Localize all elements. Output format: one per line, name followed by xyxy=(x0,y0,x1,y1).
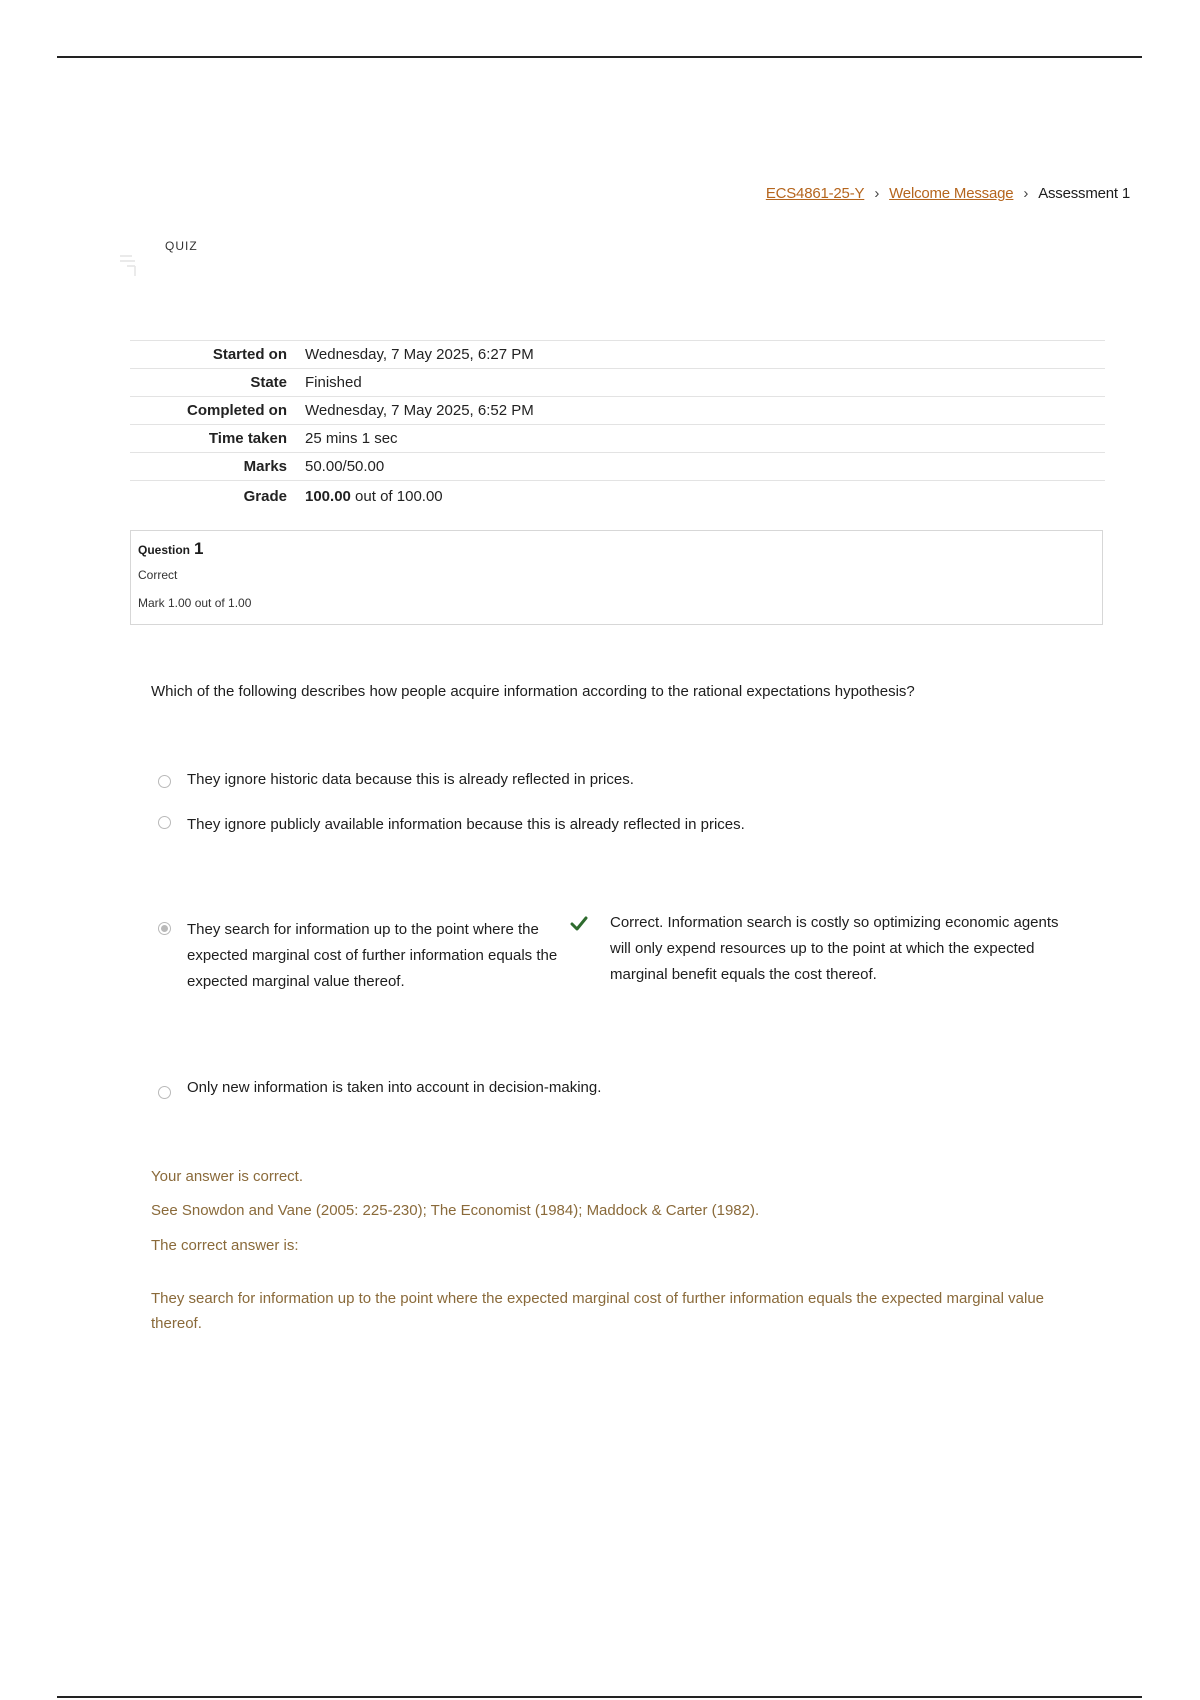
answer-option[interactable] xyxy=(158,771,634,788)
option-feedback: Correct. Information search is costly so optimizing economic agents will only expend resources up to the point at which the expected marginal benefit equals the cost thereof. xyxy=(610,914,1059,983)
summary-row xyxy=(130,481,1105,512)
chevron-right-icon: › xyxy=(874,185,880,202)
summary-row xyxy=(130,369,1105,397)
summary-row xyxy=(130,397,1105,425)
check-icon xyxy=(570,916,588,932)
radio-button[interactable] xyxy=(158,775,171,788)
quiz-type-label: QUIZ xyxy=(165,239,198,253)
grade-value: 100.00 xyxy=(305,487,351,505)
answer-option-label: Only new information is taken into account in decision-making. xyxy=(187,1079,602,1096)
chevron-right-icon: › xyxy=(1023,185,1029,202)
question-info-box xyxy=(130,530,1103,625)
summary-label: Completed on xyxy=(130,397,305,425)
summary-value: Wednesday, 7 May 2025, 6:27 PM xyxy=(305,341,1105,369)
summary-row xyxy=(130,425,1105,453)
summary-label: State xyxy=(130,369,305,397)
question-state: Correct xyxy=(138,568,178,582)
summary-value: 25 mins 1 sec xyxy=(305,425,1105,453)
summary-label: Marks xyxy=(130,453,305,481)
outcome-correct-answer: They search for information up to the point where the expected marginal cost of further information equals the expected marginal value thereof. xyxy=(151,1290,1044,1332)
summary-label: Grade xyxy=(130,481,305,512)
page-bottom-rule xyxy=(57,1696,1142,1698)
answer-option-label: They ignore publicly available information because this is already reflected in prices. xyxy=(187,816,745,833)
question-mark: Mark 1.00 out of 1.00 xyxy=(138,596,252,610)
breadcrumb-course-link[interactable]: ECS4861-25-Y xyxy=(765,185,865,202)
question-number xyxy=(138,539,1095,559)
question-text: Which of the following describes how people acquire information according to the rational expectations hypothesis? xyxy=(151,683,915,700)
summary-value: Finished xyxy=(305,369,1105,397)
radio-button[interactable] xyxy=(158,1086,171,1099)
grade-out-of: out of 100.00 xyxy=(350,487,443,505)
answer-option-label: They ignore historic data because this is already reflected in prices. xyxy=(187,771,634,788)
answer-option-label: They search for information up to the point where the expected marginal cost of further information equals the expected marginal value thereof. xyxy=(187,921,558,990)
answer-option-selected[interactable] xyxy=(158,920,562,998)
radio-button[interactable] xyxy=(158,816,171,829)
outcome-reference: See Snowdon and Vane (2005: 225-230); The Economist (1984); Maddock & Carter (1982). xyxy=(151,1202,760,1219)
summary-value: Wednesday, 7 May 2025, 6:52 PM xyxy=(305,397,1105,425)
answer-option[interactable] xyxy=(158,816,745,833)
breadcrumb-section-link[interactable]: Welcome Message xyxy=(889,185,1014,202)
summary-label: Time taken xyxy=(130,425,305,453)
answer-option[interactable] xyxy=(158,1079,601,1096)
outcome-verdict: Your answer is correct. xyxy=(151,1168,304,1185)
question-number-value: 1 xyxy=(194,539,204,558)
page-top-rule xyxy=(57,56,1142,58)
quiz-icon xyxy=(117,252,141,278)
summary-row xyxy=(130,453,1105,481)
outcome-correct-label: The correct answer is: xyxy=(151,1237,299,1254)
radio-button-selected[interactable] xyxy=(158,922,171,935)
breadcrumb-current: Assessment 1 xyxy=(1038,185,1130,202)
summary-value xyxy=(305,481,1105,512)
summary-value: 50.00/50.00 xyxy=(305,453,1105,481)
attempt-summary-table xyxy=(130,340,1105,511)
summary-row xyxy=(130,341,1105,369)
breadcrumb xyxy=(766,185,1130,202)
question-label: Question xyxy=(138,543,191,557)
summary-label: Started on xyxy=(130,341,305,369)
